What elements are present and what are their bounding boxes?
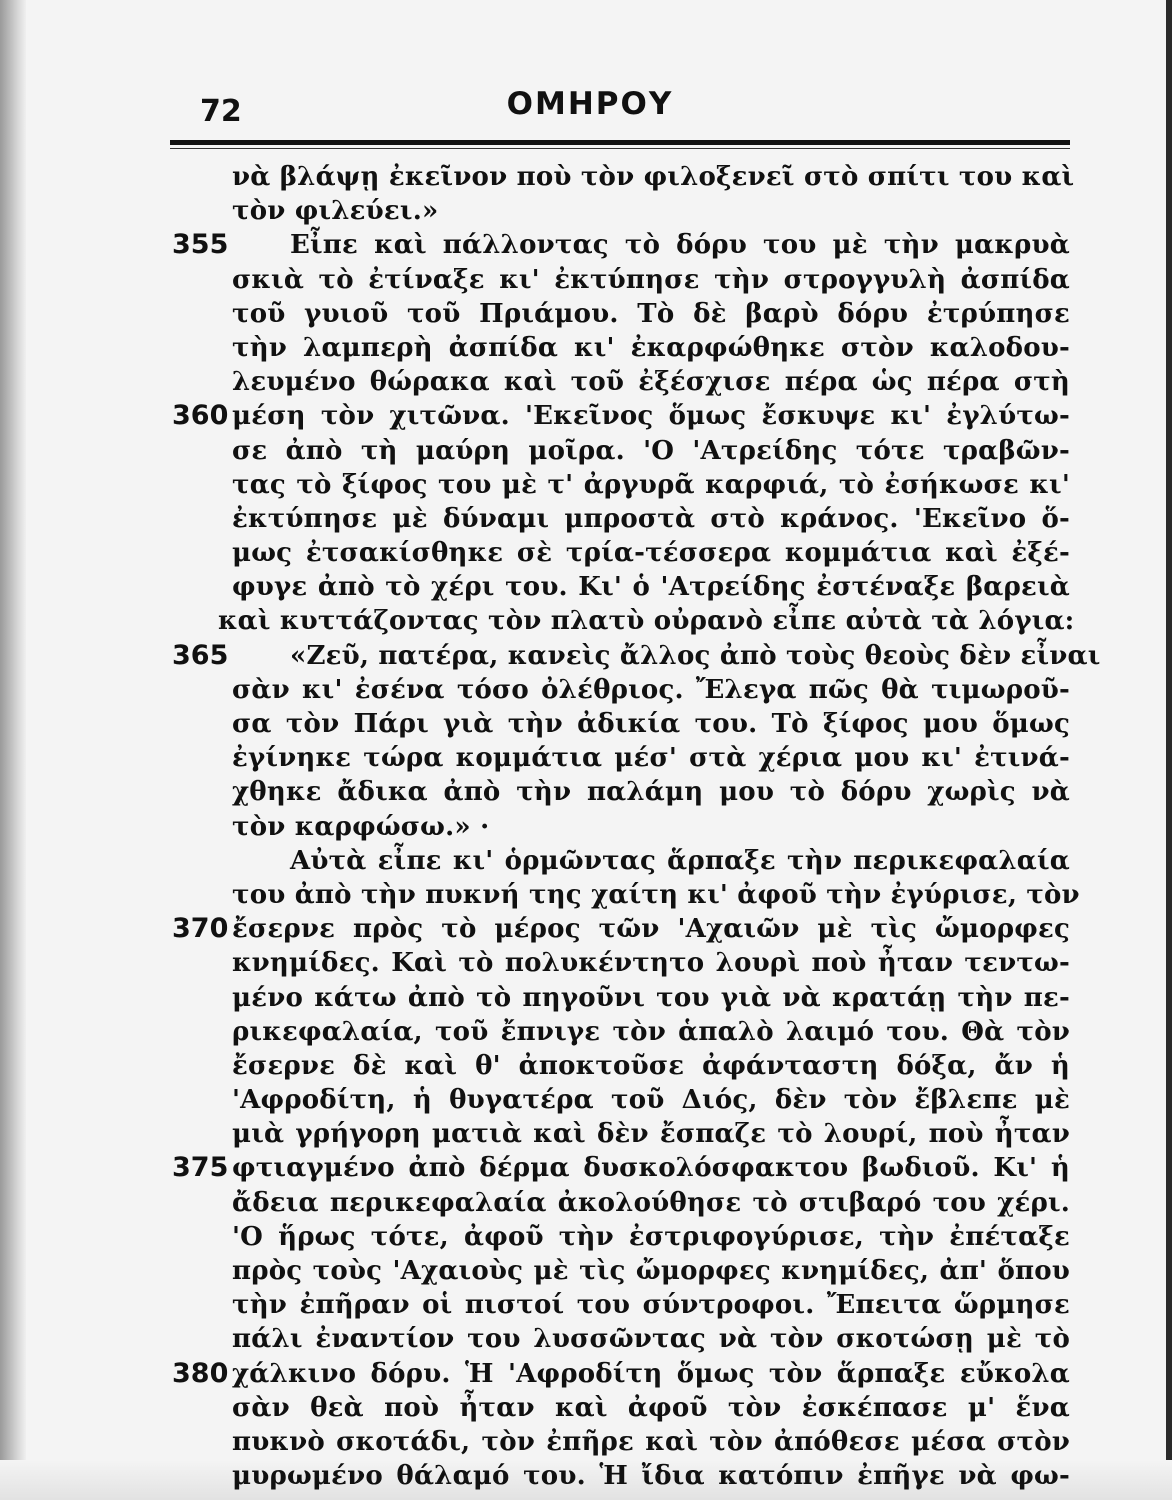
line-text: χθηκε ἄδικα ἀπὸ τὴν παλάμη μου τὸ δόρυ χωρὶς νὰ [232,777,1070,808]
text-line [0,639,1172,673]
line-text: πυκνὸ σκοτάδι, τὸν ἐπῆρε καὶ τὸν ἀπόθεσε μέσα στὸν [232,1426,1070,1457]
text-line [0,707,1172,741]
line-text: 'Αφροδίτη, ἡ θυγατέρα τοῦ Διός, δὲν τὸν ἔβλεπε μὲ [232,1085,1070,1116]
text-line [0,570,1172,604]
line-text: μέση τὸν χιτῶνα. 'Εκεῖνος ὅμως ἔσκυψε κι' ἐγλύτω- [232,401,1070,432]
line-text: μιὰ γρήγορη ματιὰ καὶ δὲν ἔσπαζε τὸ λουρί, ποὺ ἦταν [232,1119,1070,1150]
page-number: 72 [200,94,242,129]
line-text: χάλκινο δόρυ. Ἡ 'Αφροδίτη ὅμως τὸν ἅρπαξε εὔκολα [232,1358,1070,1389]
text-line [0,194,1172,228]
verse-number: 380 [172,1357,229,1389]
header-rule [170,140,1070,150]
text-line [0,399,1172,433]
line-text: καὶ κυττάζοντας τὸν πλατὺ οὐρανὸ εἶπε αὐτὰ τὰ λόγια: [218,606,1075,637]
text-line [0,160,1172,194]
text-line [0,1425,1172,1459]
line-text: φτιαγμένο ἀπὸ δέρμα δυσκολόσφακτου βωδιοῦ. Κι' ἡ [232,1153,1070,1184]
line-text: πάλι ἐναντίον του λυσσῶντας νὰ τὸν σκοτώσῃ μὲ τὸ [232,1324,1070,1355]
text-line [0,536,1172,570]
line-text: τὸν φιλεύει.» [232,196,439,227]
line-text: ρικεφαλαία, τοῦ ἔπνιγε τὸν ἁπαλὸ λαιμό του. Θὰ τὸν [232,1016,1070,1047]
running-head: ΟΜΗΡΟΥ [506,86,674,122]
verse-number: 365 [172,639,229,671]
text-line [0,468,1172,502]
text-line [0,810,1172,844]
text-line [0,981,1172,1015]
line-text: νὰ βλάψῃ ἐκεῖνον ποὺ τὸν φιλοξενεῖ στὸ σπίτι του καὶ [232,162,1075,192]
line-text: μένο κάτω ἀπὸ τὸ πηγοῦνι του γιὰ νὰ κρατάῃ τὴν πε- [232,982,1070,1013]
text-line [0,946,1172,980]
line-text: μως ἐτσακίσθηκε σὲ τρία-τέσσερα κομμάτια καὶ ἐξέ- [232,538,1070,569]
text-line [0,1459,1172,1493]
text-line [0,775,1172,809]
header-rule-thin [170,148,1070,149]
verse-number: 375 [172,1152,229,1184]
verse-number: 360 [172,400,229,432]
text-line [0,1254,1172,1288]
text-line [0,1220,1172,1254]
text-line [0,878,1172,912]
line-text: ἔσερνε δὲ καὶ θ' ἀποκτοῦσε ἀφάνταστη δόξα, ἄν ἡ [232,1050,1070,1081]
line-text: τὴν ἐπῆραν οἱ πιστοί του σύντροφοι. Ἔπειτα ὥρμησε [232,1290,1070,1321]
text-line [0,1049,1172,1083]
text-line [0,1322,1172,1356]
verse-number: 370 [172,913,229,945]
text-line [0,1288,1172,1322]
line-text: σὰν κι' ἐσένα τόσο ὀλέθριος. Ἔλεγα πῶς θὰ τιμωροῦ- [232,674,1070,705]
text-line [0,1357,1172,1391]
line-text: σε ἀπὸ τὴ μαύρη μοῖρα. 'Ο 'Ατρείδης τότε τραβῶν- [232,435,1070,466]
line-text: λευμένο θώρακα καὶ τοῦ ἐξέσχισε πέρα ὡς πέρα στὴ [232,367,1070,398]
page-header [170,84,1070,134]
line-text: τοῦ γυιοῦ τοῦ Πριάμου. Τὸ δὲ βαρὺ δόρυ ἐτρύπησε [232,298,1070,329]
text-line [0,297,1172,331]
text-line [0,228,1172,262]
text-line [0,741,1172,775]
text-line [0,1083,1172,1117]
line-text: Αὐτὰ εἶπε κι' ὁρμῶντας ἅρπαξε τὴν περικεφαλαία [290,845,1070,876]
line-text: ἐγίνηκε τώρα κομμάτια μέσ' στὰ χέρια μου κι' ἐτινά- [232,743,1070,774]
text-line [0,434,1172,468]
line-text: 'Ο ἥρως τότε, ἀφοῦ τὴν ἐστριφογύρισε, τὴν ἐπέταξε [232,1221,1070,1252]
text-line [0,1117,1172,1151]
line-text: τας τὸ ξίφος του μὲ τ' ἀργυρᾶ καρφιά, τὸ ἐσήκωσε κι' [232,469,1070,500]
text-line [0,1186,1172,1220]
text-line [0,365,1172,399]
text-line [0,912,1172,946]
line-text: μυρωμένο θάλαμό του. Ἡ ἴδια κατόπιν ἐπῆγε νὰ φω- [232,1461,1070,1492]
line-text: Εἶπε καὶ πάλλοντας τὸ δόρυ του μὲ τὴν μακρυὰ [290,230,1070,261]
line-text: φυγε ἀπὸ τὸ χέρι του. Κι' ὁ 'Ατρείδης ἐστέναξε βαρειὰ [232,572,1070,603]
line-text: «Ζεῦ, πατέρα, κανεὶς ἄλλος ἀπὸ τοὺς θεοὺς δὲν εἶναι [290,640,1101,671]
line-text: τὸν καρφώσω.» · [232,811,490,842]
line-text: ἔσερνε πρὸς τὸ μέρος τῶν 'Αχαιῶν μὲ τὶς ὤμορφες [232,914,1070,945]
line-text: του ἀπὸ τὴν πυκνή της χαίτη κι' ἀφοῦ τὴν ἐγύρισε, τὸν [232,879,1080,910]
line-text: σὰν θεὰ ποὺ ἦταν καὶ ἀφοῦ τὸν ἐσκέπασε μ' ἕνα [232,1392,1070,1423]
text-line [0,604,1172,638]
text-line [0,844,1172,878]
line-text: ἐκτύπησε μὲ δύναμι μπροστὰ στὸ κράνος. 'Εκεῖνο ὅ- [232,503,1070,534]
line-text: κνημίδες. Καὶ τὸ πολυκέντητο λουρὶ ποὺ ἦταν τεντω- [232,948,1070,979]
text-line [0,673,1172,707]
text-line [0,502,1172,536]
header-rule-thick [170,140,1070,145]
line-text: σα τὸν Πάρι γιὰ τὴν ἀδικία του. Τὸ ξίφος μου ὅμως [232,709,1070,739]
text-line [0,1391,1172,1425]
text-line [0,1151,1172,1185]
text-line [0,263,1172,297]
line-text: σκιὰ τὸ ἐτίναξε κι' ἐκτύπησε τὴν στρογγυλὴ ἀσπίδα [232,264,1070,295]
text-line [0,1015,1172,1049]
text-block [0,160,1172,1493]
line-text: ἄδεια περικεφαλαία ἀκολούθησε τὸ στιβαρό του χέρι. [232,1187,1070,1218]
line-text: τὴν λαμπερὴ ἀσπίδα κι' ἐκαρφώθηκε στὸν καλοδου- [232,332,1070,363]
text-line [0,331,1172,365]
line-text: πρὸς τοὺς 'Αχαιοὺς μὲ τὶς ὤμορφες κνημίδες, ἀπ' ὅπου [232,1256,1070,1286]
verse-number: 355 [172,229,229,261]
